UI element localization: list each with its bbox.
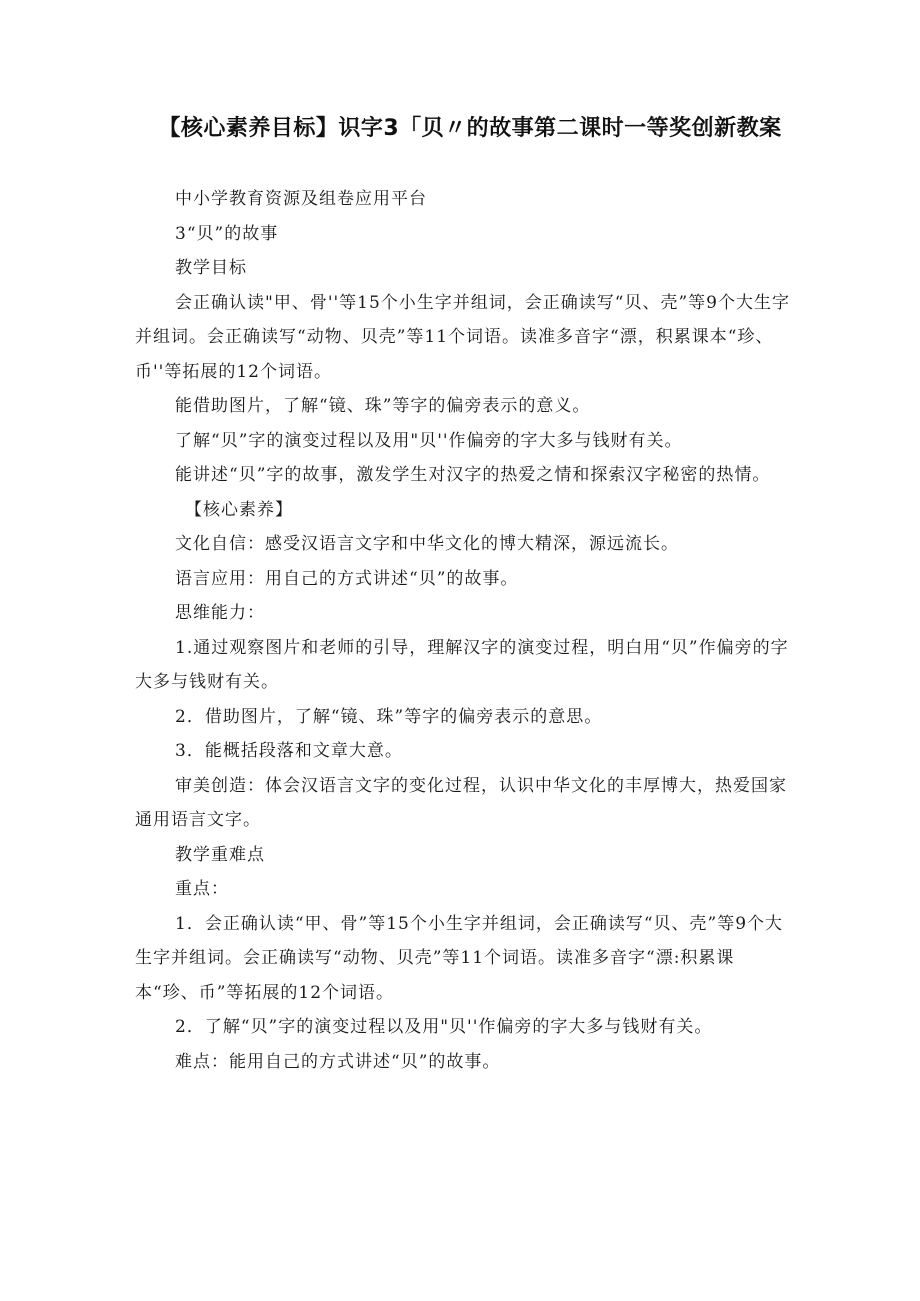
section-heading-key-difficulties: 教学重难点 [175, 844, 265, 865]
paragraph-goal-1: 会正确认读"甲、骨''等15个小生字并组词，会正确读写“贝、壳”等9个大生字并组词。会正确读写“动物、贝壳”等11个词语。读准多音字“漂，积累课本“珍、币''等拓展的12个词语。 [135, 292, 790, 382]
document-title: 【核心素养目标】识字3「贝〃的故事第二课时一等奖创新教案 [158, 116, 782, 141]
list-item-thinking-3: 3．能概括段落和文章大意。 [175, 741, 403, 761]
section-heading-core-literacy: 【核心素养】 [185, 499, 293, 520]
paragraph-platform: 中小学教育资源及组卷应用平台 [175, 189, 427, 209]
paragraph-aesthetic-creation: 审美创造：体会汉语言文字的变化过程，认识中华文化的丰厚博大，热爱国家通用语言文字。 [135, 775, 787, 830]
paragraph-key-points-label: 重点： [175, 879, 229, 899]
paragraph-goal-2: 能借助图片，了解“镜、珠”等字的偏旁表示的意义。 [175, 396, 591, 416]
paragraph-lesson-name: 3“贝”的故事 [175, 223, 279, 244]
paragraph-cultural-confidence: 文化自信：感受汉语言文字和中华文化的博大精深，源远流长。 [175, 534, 679, 554]
section-heading-teaching-goals: 教学目标 [175, 258, 247, 278]
list-item-thinking-1: 1.通过观察图片和老师的引导，理解汉字的演变过程，明白用“贝”作偏旁的字大多与钱财有关。 [135, 637, 789, 692]
list-item-thinking-2: 2．借助图片，了解“镜、珠”等字的偏旁表示的意思。 [175, 706, 603, 727]
paragraph-language-use: 语言应用：用自己的方式讲述“贝”的故事。 [175, 568, 519, 589]
list-item-key-1: 1．会正确认读“甲、骨”等15个小生字并组词，会正确读写“贝、壳”等9个大生字并组词。会正确读写“动物、贝壳”等11个词语。读准多音字“漂:积累课本“珍、币”等拓展的12个词语。 [135, 913, 784, 1003]
paragraph-difficulty: 难点：能用自己的方式讲述“贝”的故事。 [175, 1051, 501, 1072]
document-body [135, 182, 795, 1079]
paragraph-goal-3: 了解“贝”字的演变过程以及用"贝''作偏旁的字大多与钱财有关。 [175, 430, 683, 451]
paragraph-goal-4: 能讲述“贝”字的故事，激发学生对汉字的热爱之情和探索汉字秘密的热情。 [175, 465, 771, 485]
list-item-key-2: 2．了解“贝”字的演变过程以及用"贝''作偏旁的字大多与钱财有关。 [175, 1017, 713, 1037]
paragraph-thinking-ability: 思维能力： [175, 603, 265, 623]
